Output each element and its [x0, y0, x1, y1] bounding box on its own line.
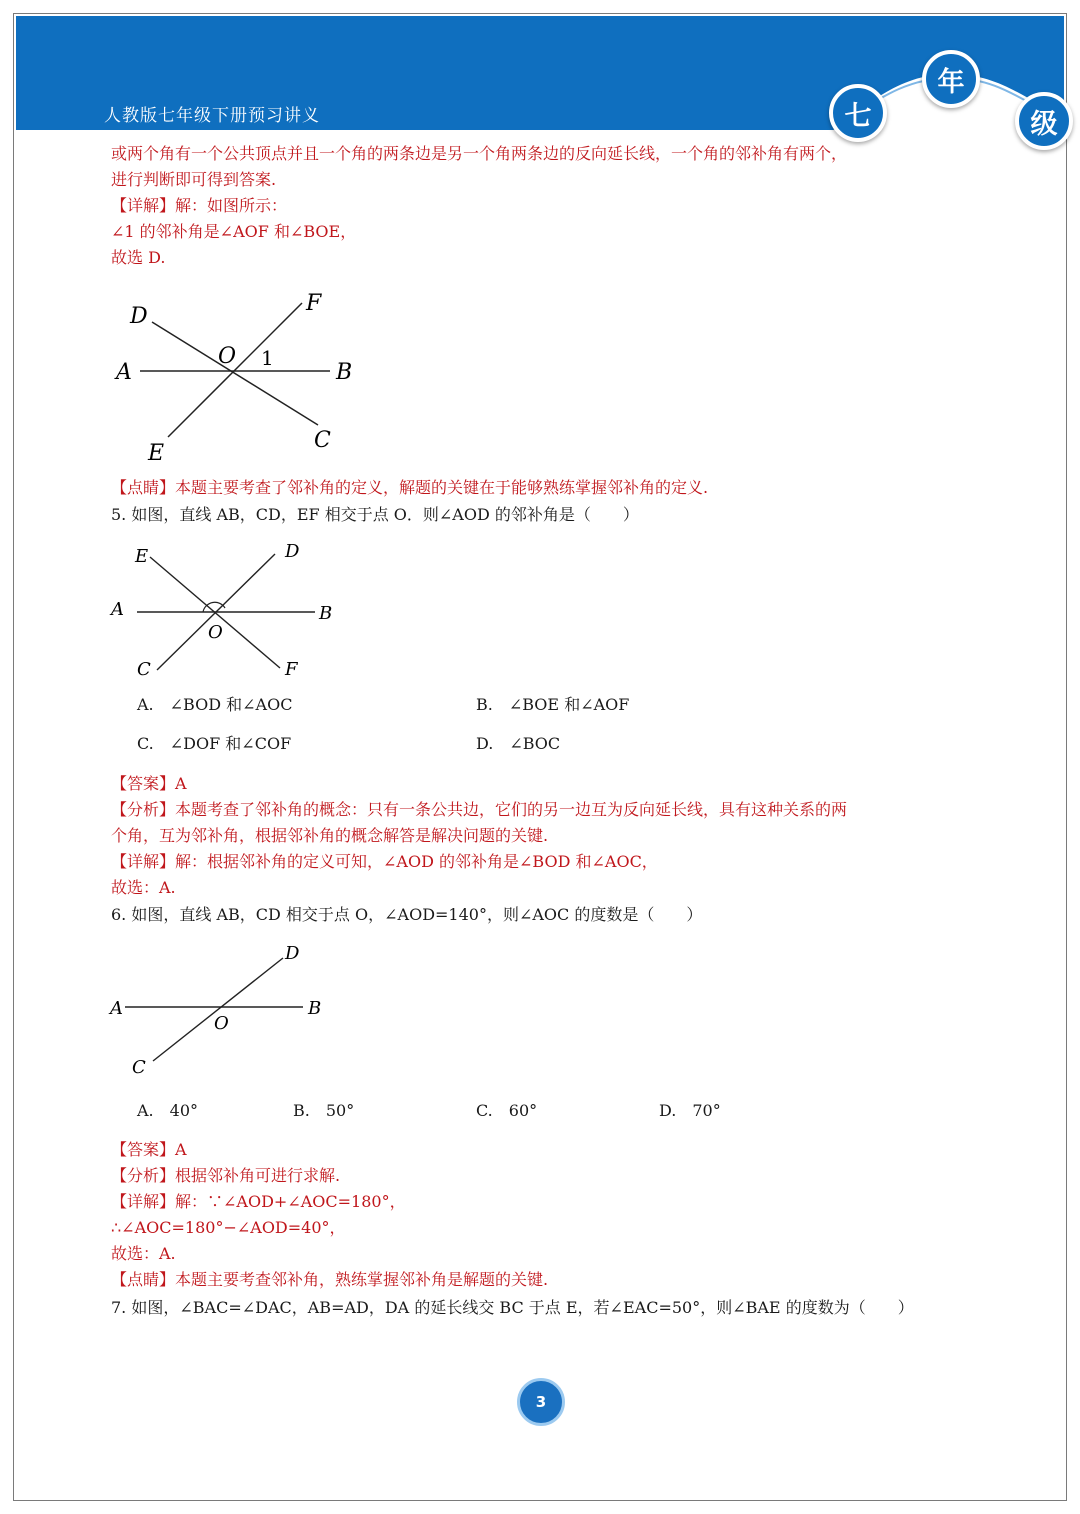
q4-figure [110, 285, 370, 470]
q6-option-a[interactable]: A. 40° [137, 1101, 199, 1120]
page-number: 3 [517, 1378, 565, 1426]
grade-char-nian: 年 [922, 50, 980, 108]
q4-detail-line: ∠1 的邻补角是∠AOF 和∠BOE， [111, 222, 357, 241]
q6-label-b: B [308, 998, 322, 1019]
q6-label-o: O [214, 1013, 229, 1034]
q4-label-o: O [218, 344, 237, 369]
q5-answer: 【答案】A [111, 774, 187, 793]
q6-figure [105, 940, 345, 1080]
q4-label-f: F [306, 291, 322, 316]
q4-label-e: E [148, 441, 165, 466]
q5-option-c[interactable]: C. ∠DOF 和∠COF [137, 734, 292, 753]
q6-comment: 【点睛】本题主要考查邻补角，熟练掌握邻补角是解题的关键. [111, 1270, 549, 1289]
q6-choice: 故选：A. [111, 1244, 176, 1263]
q4-detail-label: 【详解】解：如图所示： [111, 196, 288, 215]
q6-label-c: C [132, 1057, 146, 1078]
q4-choice: 故选 D. [111, 248, 166, 267]
q4-label-c: C [314, 428, 331, 453]
q5-stem: 5. 如图，直线 AB，CD，EF 相交于点 O．则∠AOD 的邻补角是（ ） [111, 505, 639, 524]
grade-char-ji: 级 [1015, 92, 1073, 150]
series-title: 人教版七年级下册预习讲义 [104, 106, 320, 126]
q4-analysis-line-2: 进行判断即可得到答案. [111, 170, 277, 189]
q5-option-b[interactable]: B. ∠BOE 和∠AOF [476, 695, 630, 714]
q6-option-b[interactable]: B. 50° [293, 1101, 355, 1120]
q4-analysis-line-1: 或两个角有一个公共顶点并且一个角的两条边是另一个角两条边的反向延长线，一个角的邻补角有两个， [111, 144, 848, 163]
q4-label-1: 1 [261, 346, 274, 370]
q6-detail-line-2: ∴∠AOC=180°−∠AOD=40°， [111, 1218, 346, 1237]
q6-label-d: D [285, 943, 300, 964]
q5-label-a: A [111, 599, 124, 620]
q6-line-cd [153, 958, 283, 1061]
q6-option-d[interactable]: D. 70° [659, 1101, 721, 1120]
q5-label-e: E [135, 546, 149, 567]
q7-stem: 7. 如图，∠BAC=∠DAC，AB=AD，DA 的延长线交 BC 于点 E，若∠EAC=50°，则∠BAE 的度数为（ ） [111, 1298, 914, 1317]
q5-label-f: F [285, 659, 298, 680]
q5-analysis-line-2: 个角，互为邻补角，根据邻补角的概念解答是解决问题的关键. [111, 826, 549, 845]
q5-label-b: B [319, 603, 333, 624]
q5-label-d: D [285, 541, 300, 562]
q6-analysis: 【分析】根据邻补角可进行求解. [111, 1166, 341, 1185]
q6-detail-line-1: 【详解】解：∵∠AOD+∠AOC=180°， [111, 1192, 406, 1211]
q5-label-c: C [137, 659, 151, 680]
q4-label-d: D [130, 304, 148, 329]
grade-char-qi: 七 [829, 84, 887, 142]
q5-label-o: O [208, 622, 223, 643]
q4-label-a: A [116, 360, 132, 385]
q4-label-b: B [336, 360, 353, 385]
q5-figure [105, 540, 345, 685]
q5-option-d[interactable]: D. ∠BOC [476, 734, 561, 753]
q4-line-dc [152, 322, 318, 425]
q6-stem: 6. 如图，直线 AB，CD 相交于点 O，∠AOD=140°，则∠AOC 的度数是（ ） [111, 905, 703, 924]
q6-option-c[interactable]: C. 60° [476, 1101, 538, 1120]
q6-label-a: A [110, 998, 123, 1019]
q5-choice: 故选：A. [111, 878, 176, 897]
q5-analysis-line-1: 【分析】本题考查了邻补角的概念：只有一条公共边，它们的另一边互为反向延长线，具有这种关系的两 [111, 800, 848, 819]
q5-option-a[interactable]: A. ∠BOD 和∠AOC [137, 695, 293, 714]
q6-answer: 【答案】A [111, 1140, 187, 1159]
q5-detail: 【详解】解：根据邻补角的定义可知，∠AOD 的邻补角是∠BOD 和∠AOC， [111, 852, 658, 871]
q4-comment: 【点睛】本题主要考查了邻补角的定义，解题的关键在于能够熟练掌握邻补角的定义. [111, 478, 709, 497]
q4-line-ef [168, 303, 302, 437]
